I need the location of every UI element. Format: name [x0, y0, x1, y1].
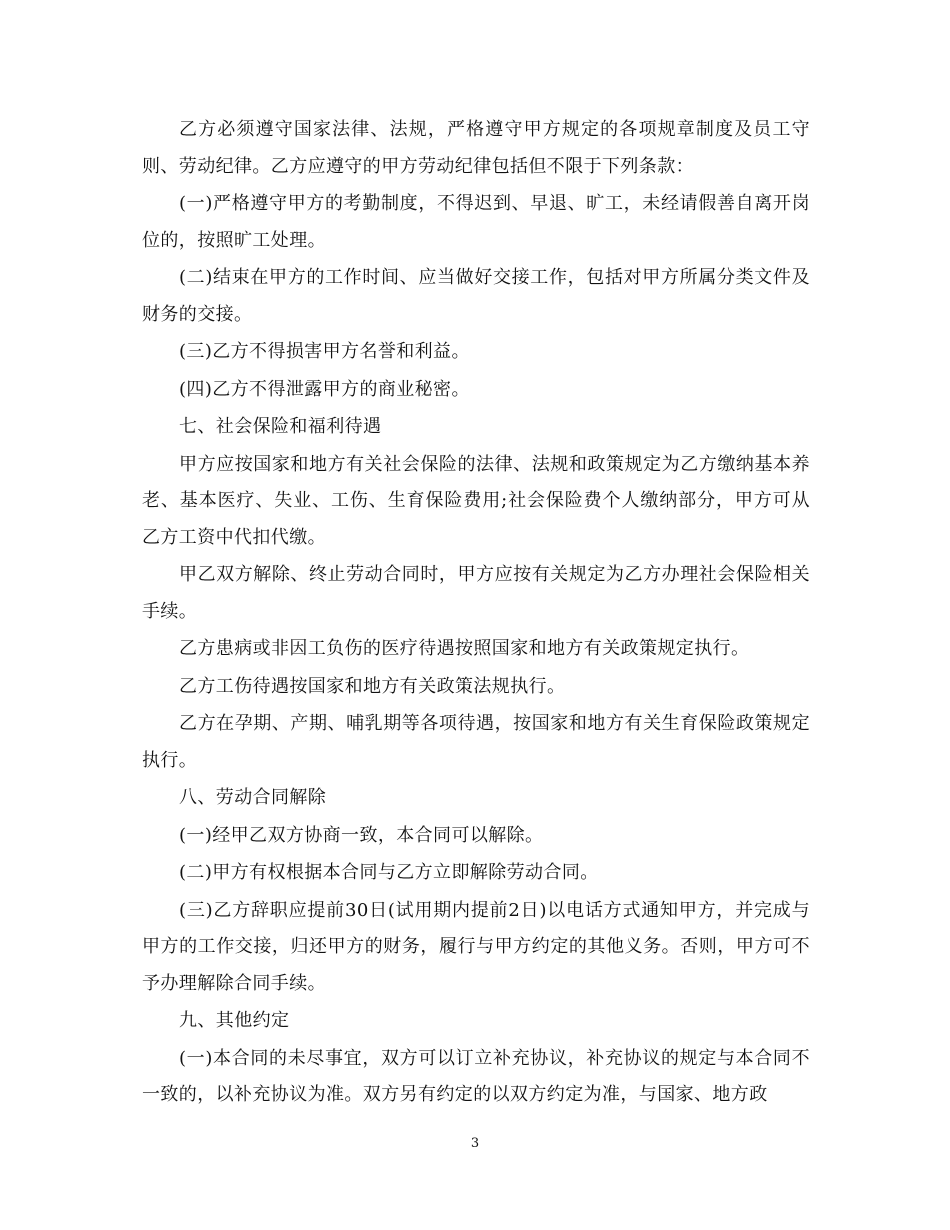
paragraph: (一)本合同的未尽事宜，双方可以订立补充协议，补充协议的规定与本合同不一致的，以补充协议为准。双方另有约定的以双方约定为准，与国家、地方政: [142, 1047, 810, 1105]
paragraph: (二)结束在甲方的工作时间、应当做好交接工作，包括对甲方所属分类文件及财务的交接。: [142, 267, 810, 325]
document-body: [142, 112, 810, 1115]
paragraph: 乙方工伤待遇按国家和地方有关政策法规执行。: [179, 675, 566, 697]
paragraph: (一)严格遵守甲方的考勤制度，不得迟到、早退、旷工，未经请假善自离开岗位的，按照旷工处理。: [142, 193, 810, 251]
paragraph: 甲乙双方解除、终止劳动合同时，甲方应按有关规定为乙方办理社会保险相关手续。: [142, 564, 810, 622]
paragraph: 乙方患病或非因工负伤的医疗待遇按照国家和地方有关政策规定执行。: [179, 638, 750, 659]
page-number: 3: [470, 1136, 480, 1151]
paragraph: (三)乙方不得损害甲方名誉和利益。: [179, 341, 470, 362]
paragraph: (二)甲方有权根据本合同与乙方立即解除劳动合同。: [179, 862, 599, 883]
paragraph: (四)乙方不得泄露甲方的商业秘密。: [179, 378, 470, 400]
paragraph: (一)经甲乙双方协商一致，本合同可以解除。: [179, 824, 544, 846]
paragraph: (三)乙方辞职应提前30日(试用期内提前2日)以电话方式通知甲方，并完成与甲方的工作交接，归还甲方的财务，履行与甲方约定的其他义务。否则，甲方可不予办理解除合同手续。: [142, 899, 810, 994]
section-heading: 七、社会保险和福利待遇: [179, 416, 382, 437]
paragraph: 乙方必须遵守国家法律、法规，严格遵守甲方规定的各项规章制度及员工守则、劳动纪律。乙方应遵守的甲方劳动纪律包括但不限于下列条款：: [142, 119, 810, 177]
section-heading: 九、其他约定: [179, 1010, 290, 1031]
section-heading: 八、劳动合同解除: [179, 787, 327, 808]
paragraph: 乙方在孕期、产期、哺乳期等各项待遇，按国家和地方有关生育保险政策规定执行。: [142, 713, 810, 771]
paragraph: 甲方应按国家和地方有关社会保险的法律、法规和政策规定为乙方缴纳基本养老、基本医疗、失业、工伤、生育保险费用;社会保险费个人缴纳部分，甲方可从乙方工资中代扣代缴。: [142, 453, 810, 548]
